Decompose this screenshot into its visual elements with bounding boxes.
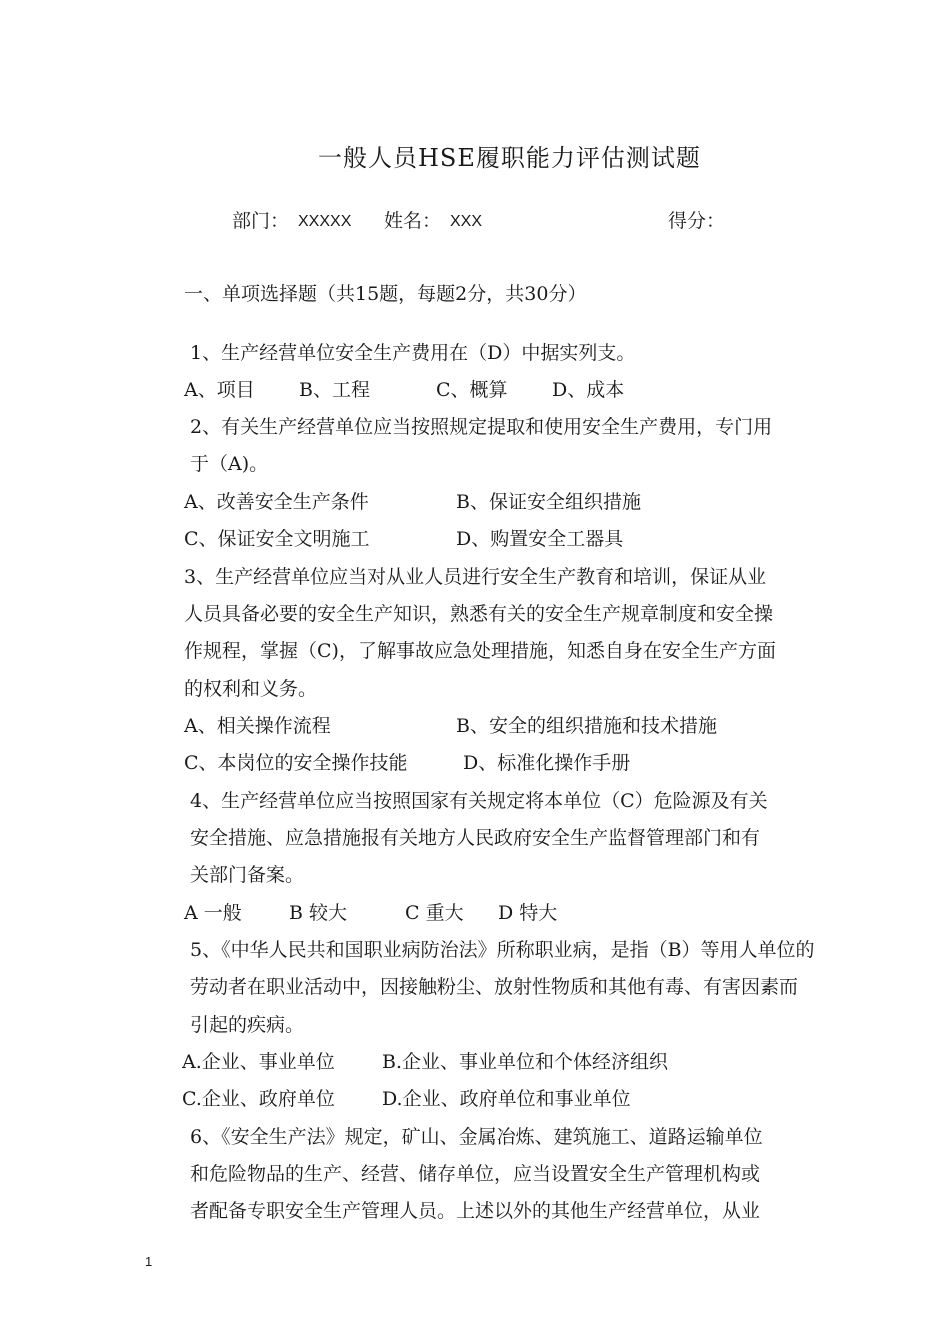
- question-3-stem: 人员具备必要的安全生产知识，熟悉有关的安全生产规章制度和安全操: [184, 603, 774, 625]
- score-label: 得分：: [668, 210, 726, 232]
- question-5-stem: 引起的疾病。: [190, 1014, 305, 1036]
- option: A、相关操作流程: [184, 715, 331, 737]
- option: A、改善安全生产条件: [184, 491, 369, 513]
- question-2-stem: 2、有关生产经营单位应当按照规定提取和使用安全生产费用，专门用: [190, 416, 773, 438]
- question-3-stem: 3、生产经营单位应当对从业人员进行安全生产教育和培训，保证从业: [184, 566, 767, 588]
- page-number: 1: [145, 1254, 153, 1269]
- name-label: 姓名：: [384, 210, 442, 232]
- option: C、概算: [436, 379, 508, 401]
- dept-label: 部门：: [232, 210, 290, 232]
- option: C.企业、政府单位: [182, 1088, 335, 1110]
- page-title: 一般人员HSE履职能力评估测试题: [318, 144, 701, 172]
- name-value: XXX: [450, 213, 483, 230]
- question-4-stem: 安全措施、应急措施报有关地方人民政府安全生产监督管理部门和有: [190, 827, 761, 849]
- question-3-stem: 的权利和义务。: [184, 678, 318, 700]
- option: D、标准化操作手册: [463, 752, 631, 774]
- question-5-stem: 劳动者在职业活动中，因接触粉尘、放射性物质和其他有毒、有害因素而: [190, 976, 799, 998]
- option: D 特大: [498, 902, 558, 924]
- option: B、工程: [299, 379, 370, 401]
- question-3-stem: 作规程，掌握（C)，了解事故应急处理措施，知悉自身在安全生产方面: [184, 640, 776, 662]
- option: C 重大: [405, 902, 464, 924]
- question-6-stem: 6、《安全生产法》规定，矿山、金属冶炼、建筑施工、道路运输单位: [190, 1126, 763, 1148]
- question-1-stem: 1、生产经营单位安全生产费用在（D）中据实列支。: [190, 342, 636, 364]
- option: B.企业、事业单位和个体经济组织: [382, 1051, 669, 1073]
- option: A 一般: [184, 902, 242, 924]
- option: C、本岗位的安全操作技能: [184, 752, 408, 774]
- section-heading: 一、单项选择题（共15题，每题2分，共30分）: [184, 283, 587, 305]
- option: B 较大: [289, 902, 348, 924]
- question-2-stem: 于（A)。: [190, 453, 269, 475]
- option: B、保证安全组织措施: [456, 491, 641, 513]
- option: B、安全的组织措施和技术措施: [456, 715, 717, 737]
- dept-value: XXXXX: [298, 213, 352, 230]
- question-4-stem: 关部门备案。: [190, 864, 305, 886]
- option: A.企业、事业单位: [182, 1051, 335, 1073]
- question-6-stem: 者配备专职安全生产管理人员。上述以外的其他生产经营单位，从业: [190, 1200, 761, 1222]
- question-4-stem: 4、生产经营单位应当按照国家有关规定将本单位（C）危险源及有关: [190, 790, 768, 812]
- question-5-stem: 5、《中华人民共和国职业病防治法》所称职业病，是指（B）等用人单位的: [190, 939, 815, 961]
- option: C、保证安全文明施工: [184, 528, 370, 550]
- option: D、成本: [552, 379, 625, 401]
- option: D、购置安全工器具: [456, 528, 624, 550]
- question-6-stem: 和危险物品的生产、经营、储存单位，应当设置安全生产管理机构或: [190, 1163, 761, 1185]
- option: A、项目: [184, 379, 255, 401]
- option: D.企业、政府单位和事业单位: [382, 1088, 631, 1110]
